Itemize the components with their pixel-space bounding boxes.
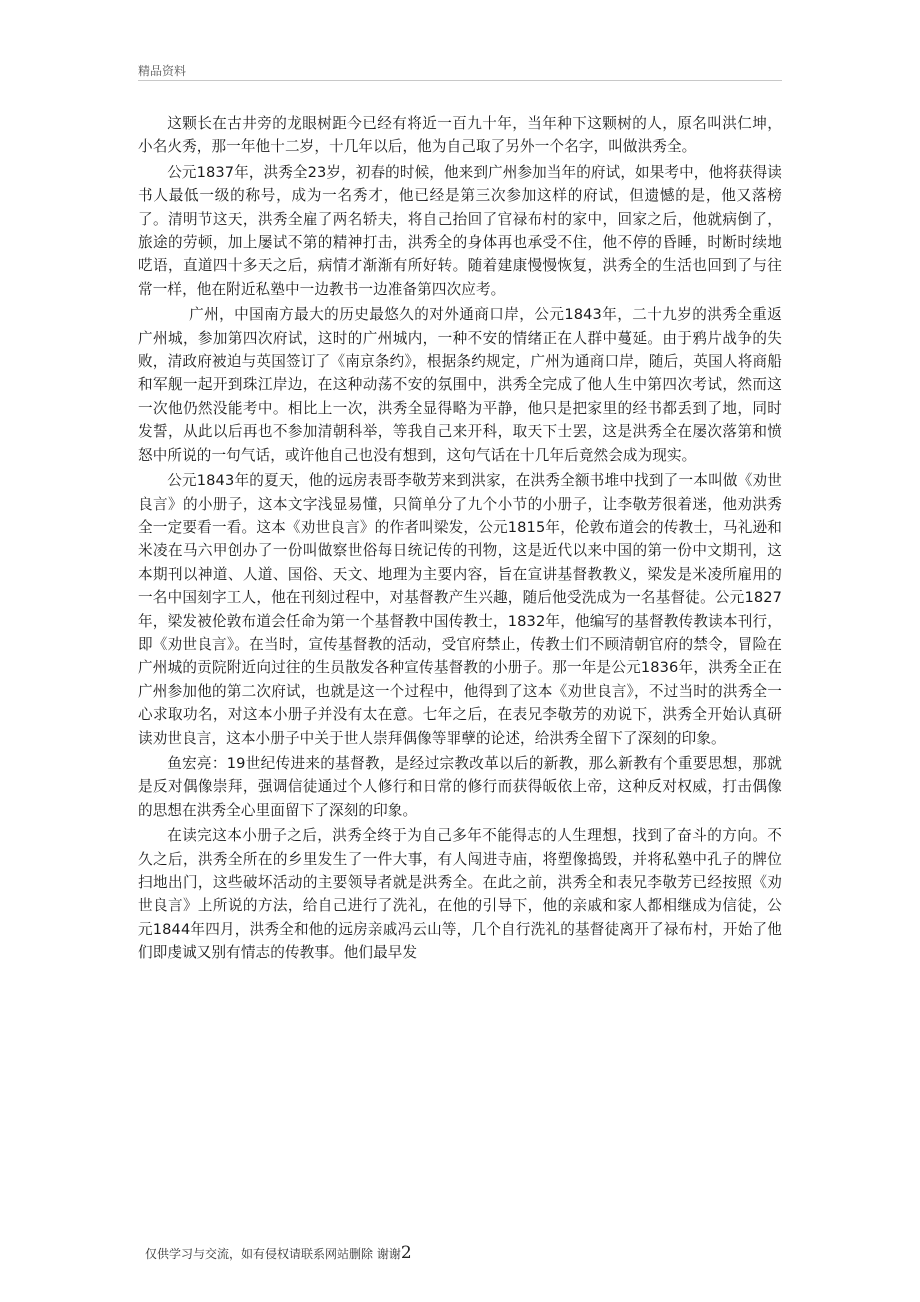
- page-number: 2: [400, 1243, 412, 1263]
- footer-text: 仅供学习与交流，如有侵权请联系网站删除 谢谢: [145, 1247, 401, 1261]
- paragraph: 公元1843年的夏天，他的远房表哥李敬芳来到洪家，在洪秀全额书堆中找到了一本叫做《劝世良言》的小册子，这本文字浅显易懂，只简单分了九个小节的小册子，让李敬芳很着迷，他劝洪秀全一定要看一看。这本《劝世良言》的作者叫梁发，公元1815年，伦敦布道会的传教士，马礼逊和米凌在马六甲创办了一份叫做察世俗每日统记传的刊物，这是近代以来中国的第一份中文期刊，这本期刊以神道、人道、国俗、天文、地理为主要内容，旨在宣讲基督教教义，梁发是米凌所雇用的一名中国刻字工人，他在刊刻过程中，对基督教产生兴趣，随后他受洗成为一名基督徒。公元1827年，梁发被伦敦布道会任命为第一个基督教中国传教士，1832年，他编写的基督教传教读本刊行，即《劝世良言》。在当时，宣传基督教的活动，受官府禁止，传教士们不顾清朝官府的禁令，冒险在广州城的贡院附近向过往的生员散发各种宣传基督教的小册子。那一年是公元1836年，洪秀全正在广州参加他的第二次府试，也就是这一个过程中，他得到了这本《劝世良言》，不过当时的洪秀全一心求取功名，对这本小册子并没有太在意。七年之后，在表兄李敬芳的劝说下，洪秀全开始认真研读劝世良言，这本小册子中关于世人崇拜偶像等罪孽的论述，给洪秀全留下了深刻的印象。: [138, 472, 782, 747]
- header-divider: [138, 80, 782, 81]
- document-body: [138, 112, 782, 1192]
- paragraph: 在读完这本小册子之后，洪秀全终于为自己多年不能得志的人生理想，找到了奋斗的方向。不久之后，洪秀全所在的乡里发生了一件大事，有人闯进寺庙，将塑像捣毁，并将私塾中孔子的牌位扫地出门，这些破坏活动的主要领导者就是洪秀全。在此之前，洪秀全和表兄李敬芳已经按照《劝世良言》上所说的方法，给自己进行了洗礼，在他的引导下，他的亲戚和家人都相继成为信徒，公元1844年四月，洪秀全和他的远房亲戚冯云山等，几个自行洗礼的基督徒离开了禄布村，开始了他们即虔诚又别有情志的传教事。他们最早发: [138, 827, 782, 962]
- header-label: 精品资料: [138, 64, 187, 78]
- paragraph: 公元1837年，洪秀全23岁，初春的时候，他来到广州参加当年的府试，如果考中，他将获得读书人最低一级的称号，成为一名秀才，他已经是第三次参加这样的府试，但遗憾的是，他又落榜了。清明节这天，洪秀全雇了两名轿夫，将自己抬回了官禄布村的家中，回家之后，他就病倒了，旅途的劳顿，加上屡试不第的精神打击，洪秀全的身体再也承受不住，他不停的昏睡，时断时续地呓语，直道四十多天之后，病情才渐渐有所好转。随着建康慢慢恢复，洪秀全的生活也回到了与往常一样，他在附近私塾中一边教书一边准备第四次应考。: [138, 163, 782, 298]
- paragraph: 鱼宏亮：19世纪传进来的基督教，是经过宗教改革以后的新教，那么新教有个重要思想，那就是反对偶像崇拜，强调信徒通过个人修行和日常的修行而获得皈依上帝，这种反对权威，打击偶像的思想在洪秀全心里面留下了深刻的印象。: [138, 754, 782, 819]
- page-footer: [145, 1243, 412, 1263]
- paragraph: 广州，中国南方最大的历史最悠久的对外通商口岸，公元1843年，二十九岁的洪秀全重返广州城，参加第四次府试，这时的广州城内，一种不安的情绪正在人群中蔓延。由于鸦片战争的失败，清政府被迫与英国签订了《南京条约》，根据条约规定，广州为通商口岸，随后，英国人将商船和军舰一起开到珠江岸边，在这种动荡不安的氛围中，洪秀全完成了他人生中第四次考试，然而这一次他仍然没能考中。相比上一次，洪秀全显得略为平静，他只是把家里的经书都丢到了地，同时发誓，从此以后再也不参加清朝科举，等我自己来开科，取天下士罢，这是洪秀全在屡次落第和愤怒中所说的一句气话，或许他自己也没有想到，这句气话在十几年后竟然会成为现实。: [138, 306, 782, 464]
- paragraph: 这颗长在古井旁的龙眼树距今已经有将近一百九十年，当年种下这颗树的人，原名叫洪仁坤，小名火秀，那一年他十二岁，十几年以后，他为自己取了另外一个名字，叫做洪秀全。: [138, 115, 782, 156]
